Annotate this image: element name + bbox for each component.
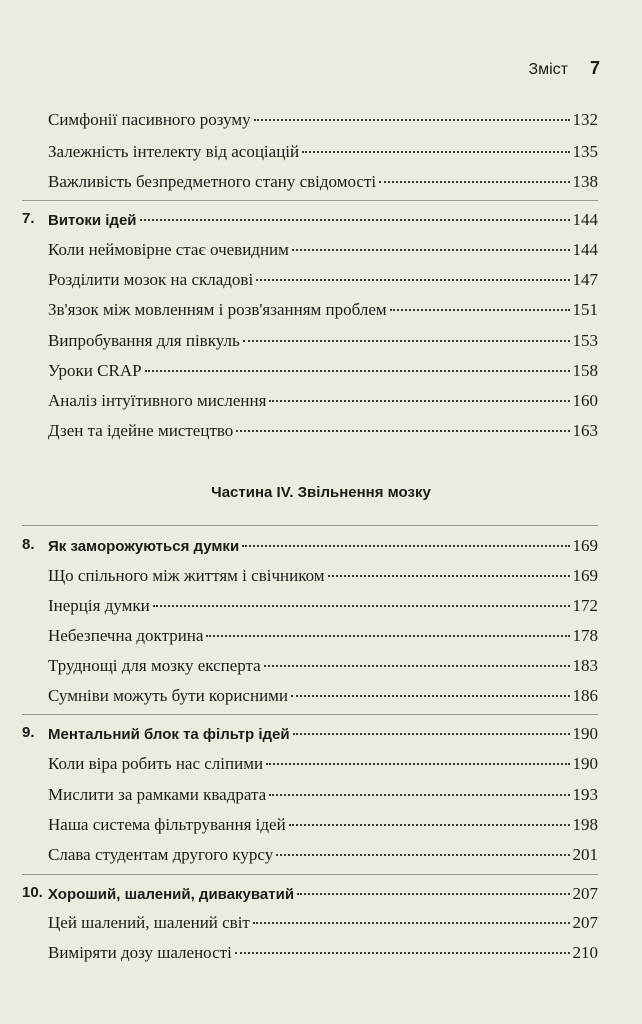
chapter-title: Витоки ідей — [48, 212, 137, 229]
dot-leader — [269, 400, 569, 402]
toc-entry[interactable] — [0, 785, 642, 811]
dot-leader — [390, 309, 570, 311]
chapter-number: 9. — [22, 724, 35, 741]
toc-entry-page: 163 — [572, 421, 598, 440]
dot-leader — [253, 922, 570, 924]
dot-leader — [276, 854, 569, 856]
chapter-page: 144 — [572, 210, 598, 229]
toc-entry[interactable] — [0, 754, 642, 780]
toc-entry-title: Труднощі для мозку експерта — [48, 656, 261, 675]
toc-entry-page: 190 — [572, 754, 598, 773]
dot-leader — [269, 794, 569, 796]
chapter-title: Як заморожуються думки — [48, 538, 240, 555]
toc-entry-title: Залежність інтелекту від асоціацій — [48, 142, 300, 161]
dot-leader — [235, 952, 570, 954]
toc-entry-title: Мислити за рамками квадрата — [48, 785, 267, 804]
dot-leader — [289, 824, 570, 826]
dot-leader — [328, 575, 570, 577]
section-divider — [22, 200, 598, 201]
toc-entry-title: Важливість безпредметного стану свідомості — [48, 172, 377, 191]
toc-chapter[interactable] — [0, 724, 642, 750]
dot-leader — [145, 370, 570, 372]
dot-leader — [297, 893, 569, 895]
toc-entry-page: 138 — [572, 172, 598, 191]
running-header — [528, 58, 600, 79]
toc-entry-page: 183 — [572, 656, 598, 675]
toc-entry[interactable] — [0, 270, 642, 296]
toc-entry-title: Коли віра робить нас сліпими — [48, 754, 264, 773]
toc-entry-page: 178 — [572, 626, 598, 645]
toc-entry-page: 153 — [572, 331, 598, 350]
toc-entry-title: Розділити мозок на складові — [48, 270, 254, 289]
toc-entry-title: Небезпечна доктрина — [48, 626, 204, 645]
dot-leader — [379, 181, 569, 183]
toc-entry-page: 158 — [572, 361, 598, 380]
chapter-page: 207 — [572, 884, 598, 903]
toc-entry-page: 198 — [572, 815, 598, 834]
toc-entry[interactable] — [0, 566, 642, 592]
chapter-page: 190 — [572, 724, 598, 743]
toc-entry-title: Коли неймовірне стає очевидним — [48, 240, 289, 259]
dot-leader — [264, 665, 570, 667]
chapter-number: 7. — [22, 210, 35, 227]
dot-leader — [256, 279, 569, 281]
dot-leader — [293, 733, 570, 735]
toc-entry-title: Випробування для півкуль — [48, 331, 240, 350]
section-divider — [22, 874, 598, 875]
toc-entry-title: Слава студентам другого курсу — [48, 845, 274, 864]
dot-leader — [153, 605, 570, 607]
toc-entry-page: 160 — [572, 391, 598, 410]
section-title: Зміст — [528, 61, 568, 78]
toc-entry-title: Виміряти дозу шаленості — [48, 943, 232, 962]
toc-entry[interactable] — [0, 142, 642, 168]
toc-entry[interactable] — [0, 421, 642, 447]
part-title[interactable]: Частина IV. Звільнення мозку — [211, 484, 431, 501]
chapter-number: 8. — [22, 536, 35, 553]
dot-leader — [266, 763, 569, 765]
dot-leader — [140, 219, 570, 221]
dot-leader — [206, 635, 569, 637]
dot-leader — [292, 249, 570, 251]
section-divider — [22, 714, 598, 715]
toc-entry-title: Аналіз інтуїтивного мислення — [48, 391, 267, 410]
toc-entry[interactable] — [0, 845, 642, 871]
toc-entry-page: 172 — [572, 596, 598, 615]
dot-leader — [302, 151, 569, 153]
dot-leader — [242, 545, 569, 547]
toc-entry-title: Уроки CRAP — [48, 361, 142, 380]
toc-entry-page: 193 — [572, 785, 598, 804]
toc-entry-title: Зв'язок між мовленням і розв'язанням проблем — [48, 300, 387, 319]
toc-entry-title: Симфонії пасивного розуму — [48, 110, 251, 129]
toc-entry[interactable] — [0, 240, 642, 266]
toc-entry-page: 186 — [572, 686, 598, 705]
toc-entry[interactable] — [0, 110, 642, 136]
toc-entry[interactable] — [0, 391, 642, 417]
dot-leader — [243, 340, 570, 342]
toc-entry-page: 207 — [572, 913, 598, 932]
chapter-title: Хороший, шалений, дивакуватий — [48, 886, 295, 903]
toc-entry-page: 151 — [572, 300, 598, 319]
chapter-number: 10. — [22, 884, 43, 901]
dot-leader — [236, 430, 569, 432]
toc-entry-title: Цей шалений, шалений світ — [48, 913, 250, 932]
toc-entry-title: Сумніви можуть бути корисними — [48, 686, 289, 705]
toc-entry-page: 144 — [572, 240, 598, 259]
toc-entry-title: Дзен та ідейне мистецтво — [48, 421, 234, 440]
toc-entry[interactable] — [0, 626, 642, 652]
section-divider — [22, 525, 598, 526]
toc-entry[interactable] — [0, 913, 642, 939]
toc-chapter[interactable] — [0, 536, 642, 562]
chapter-page: 169 — [572, 536, 598, 555]
toc-entry-page: 132 — [572, 110, 598, 129]
toc-entry[interactable] — [0, 943, 642, 969]
toc-entry-page: 210 — [572, 943, 598, 962]
toc-entry[interactable] — [0, 331, 642, 357]
toc-chapter[interactable] — [0, 210, 642, 236]
toc-entry-page: 201 — [572, 845, 598, 864]
toc-entry-page: 147 — [572, 270, 598, 289]
toc-entry-page: 169 — [572, 566, 598, 585]
dot-leader — [254, 119, 570, 121]
toc-entry[interactable] — [0, 361, 642, 387]
toc-entry-title: Наша система фільтрування ідей — [48, 815, 286, 834]
dot-leader — [291, 695, 569, 697]
toc-entry[interactable] — [0, 300, 642, 326]
chapter-title: Ментальний блок та фільтр ідей — [48, 726, 290, 743]
toc-entry-title: Що спільного між життям і свічником — [48, 566, 325, 585]
toc-entry[interactable] — [0, 686, 642, 712]
toc-entry-page: 135 — [572, 142, 598, 161]
toc-entry[interactable] — [0, 172, 642, 198]
toc-entry[interactable] — [0, 596, 642, 622]
toc-chapter[interactable] — [0, 884, 642, 910]
toc-entry-title: Інерція думки — [48, 596, 150, 615]
toc-entry[interactable] — [0, 656, 642, 682]
page-number: 7 — [589, 58, 600, 78]
toc-entry[interactable] — [0, 815, 642, 841]
